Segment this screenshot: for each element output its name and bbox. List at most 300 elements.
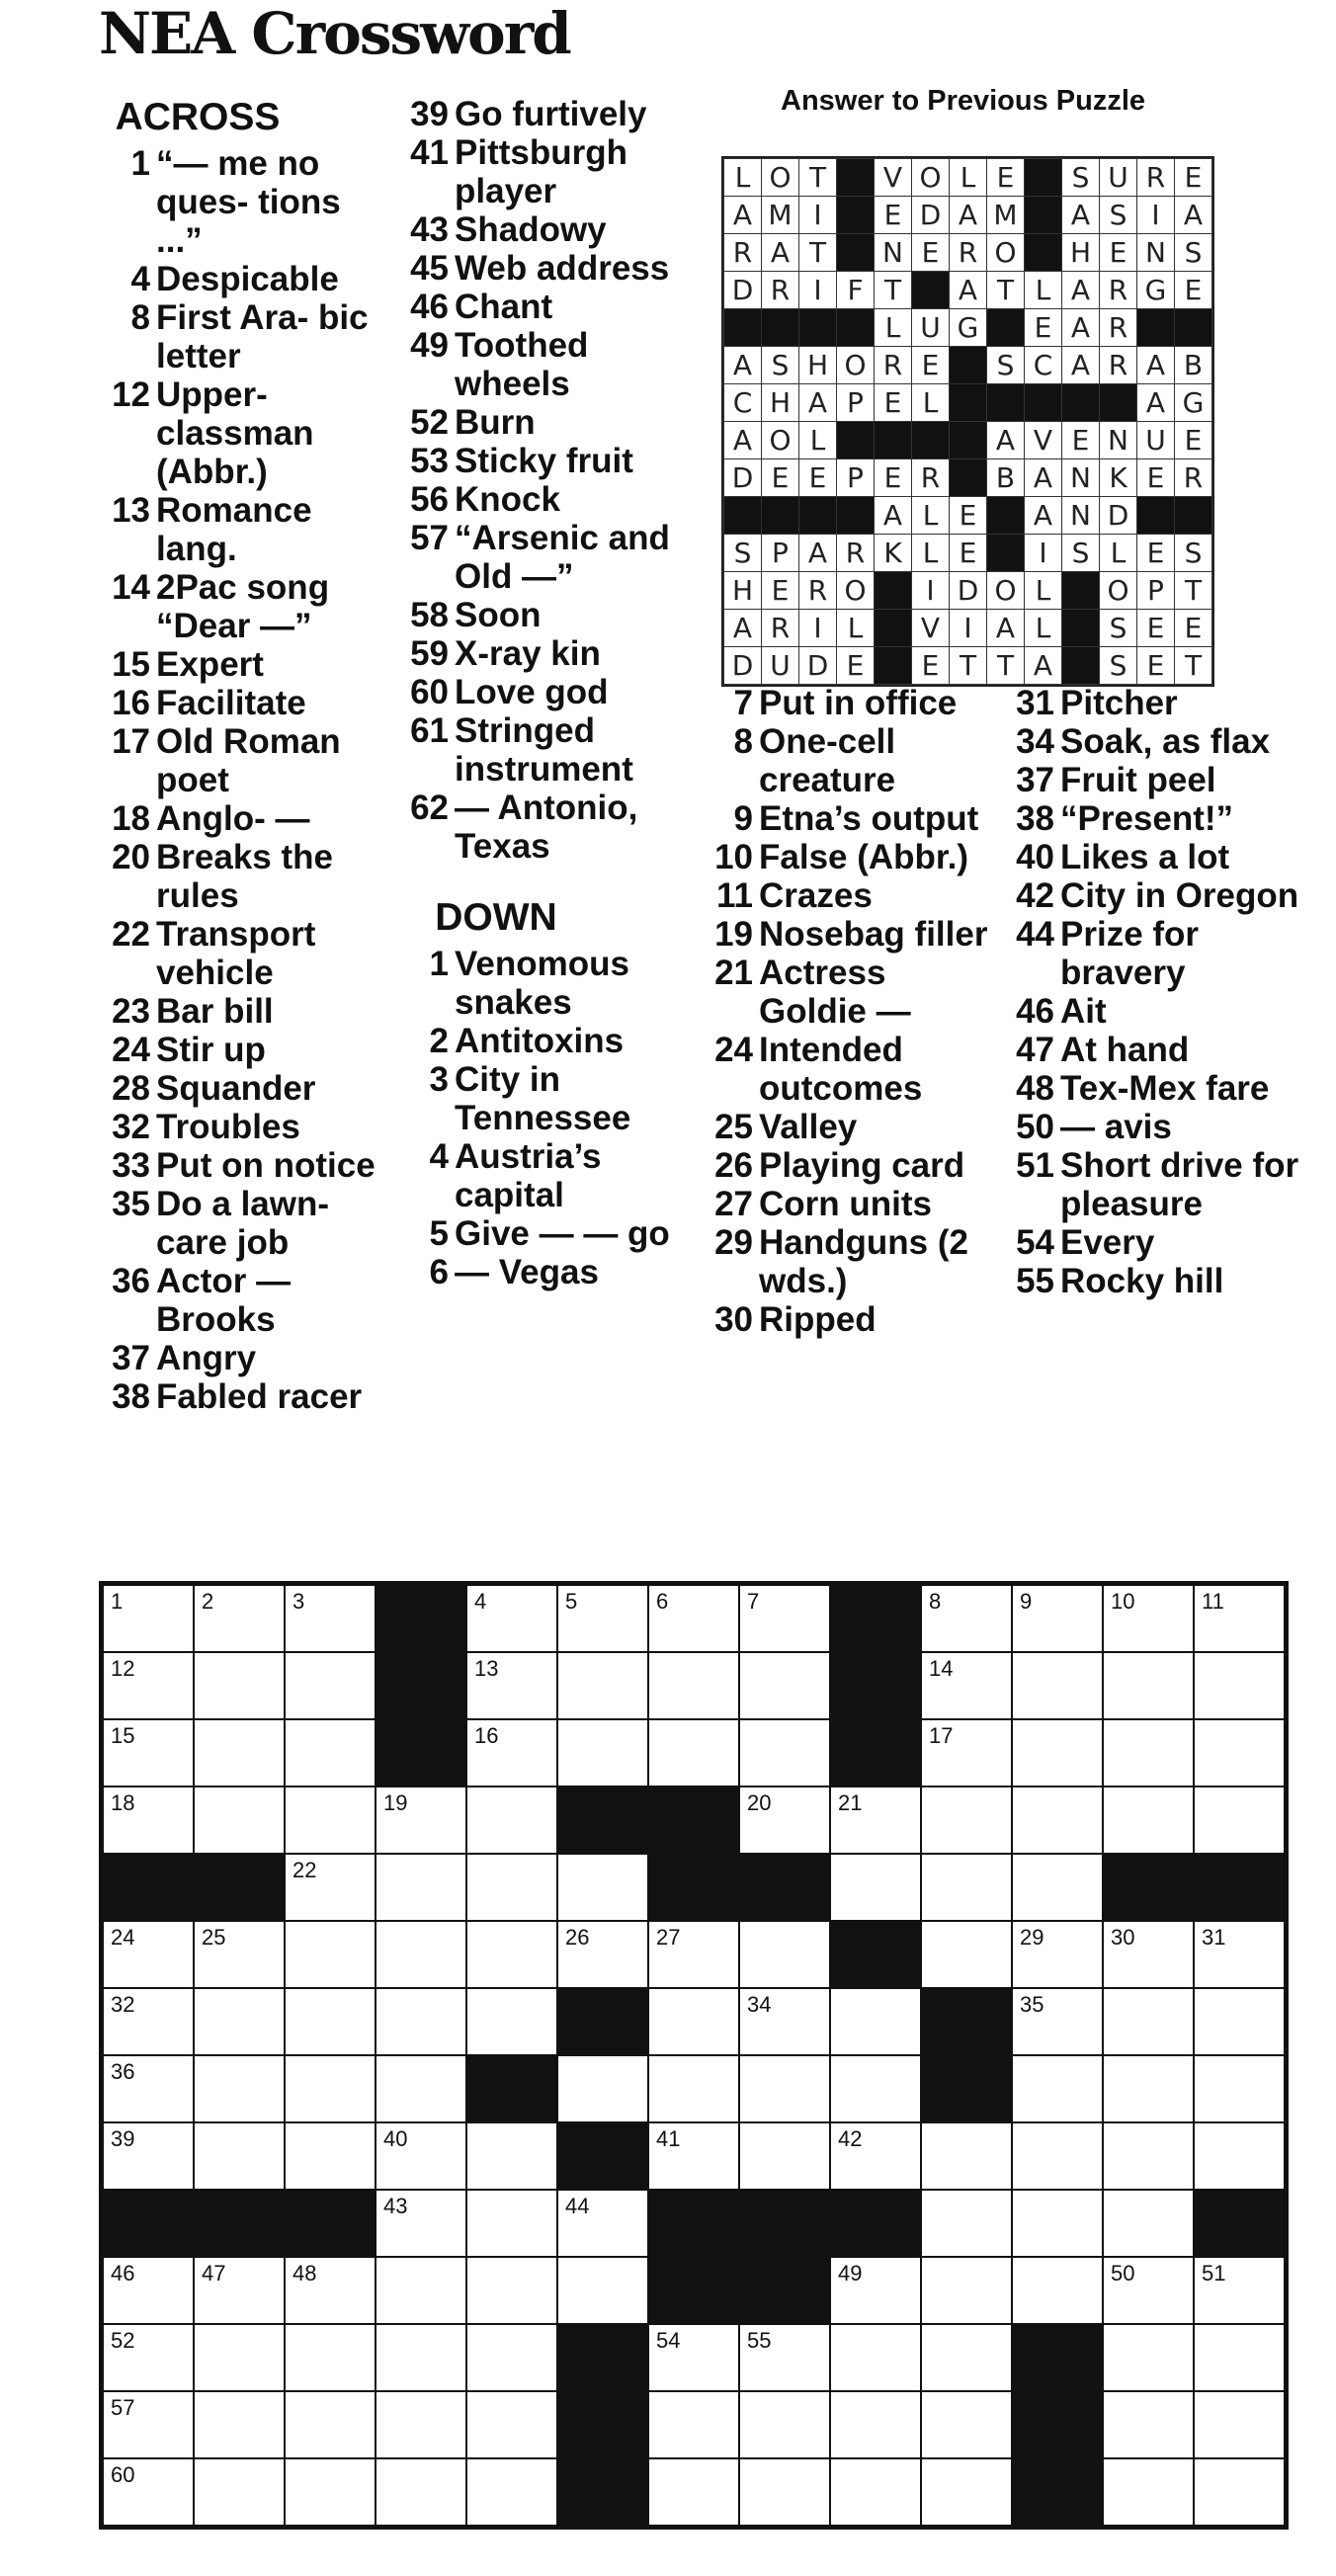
grid-cell[interactable]	[466, 2324, 557, 2391]
clue-text: Old Roman poet	[156, 722, 341, 799]
grid-cell[interactable]	[103, 1585, 194, 1652]
answer-cell: B	[1175, 347, 1212, 384]
grid-cell[interactable]	[648, 2122, 739, 2190]
cell-number: 29	[1020, 1925, 1044, 1950]
grid-cell[interactable]	[466, 1652, 557, 1719]
grid-cell[interactable]	[285, 2391, 376, 2458]
grid-cell[interactable]	[739, 2391, 830, 2458]
black-square	[1012, 2458, 1103, 2526]
answer-cell: R	[875, 347, 912, 384]
clue-text: Playing card	[759, 1146, 965, 1185]
black-square	[1025, 234, 1062, 272]
answer-cell: T	[987, 272, 1025, 309]
grid-cell[interactable]	[194, 2055, 285, 2122]
cell-number: 3	[292, 1589, 305, 1614]
grid-cell[interactable]	[1194, 2257, 1285, 2324]
grid-cell[interactable]	[1103, 1652, 1194, 1719]
answer-cell: R	[1137, 159, 1175, 197]
grid-cell[interactable]	[376, 1988, 466, 2055]
answer-cell: M	[762, 197, 799, 234]
grid-cell[interactable]	[103, 1719, 194, 1787]
clue-number: 46	[1016, 992, 1054, 1031]
clue-item	[702, 915, 998, 954]
grid-cell[interactable]	[103, 2122, 194, 2190]
grid-cell[interactable]	[648, 1719, 739, 1787]
grid-cell[interactable]	[103, 1988, 194, 2055]
grid-cell[interactable]	[466, 2391, 557, 2458]
grid-cell[interactable]	[1103, 2257, 1194, 2324]
clue-number: 40	[1016, 838, 1054, 876]
grid-cell[interactable]	[194, 2122, 285, 2190]
black-square	[648, 2190, 739, 2257]
grid-cell[interactable]	[739, 2458, 830, 2526]
grid-cell[interactable]	[1194, 1652, 1285, 1719]
clue-number: 32	[112, 1108, 150, 1146]
cell-number: 34	[747, 1992, 772, 2017]
clue-item	[702, 1031, 998, 1108]
clue-item	[99, 260, 395, 298]
grid-cell[interactable]	[466, 1719, 557, 1787]
grid-cell[interactable]	[194, 2324, 285, 2391]
clue-item	[1003, 1223, 1299, 1262]
grid-cell[interactable]	[1103, 1988, 1194, 2055]
grid-cell[interactable]	[466, 2122, 557, 2190]
clue-number: 28	[112, 1069, 150, 1108]
grid-cell[interactable]	[739, 1585, 830, 1652]
grid-cell[interactable]	[103, 2391, 194, 2458]
grid-cell[interactable]	[466, 2190, 557, 2257]
grid-cell[interactable]	[1194, 1921, 1285, 1988]
grid-cell[interactable]	[285, 1652, 376, 1719]
cell-number: 14	[929, 1656, 954, 1681]
grid-cell[interactable]	[830, 2122, 921, 2190]
answer-cell: D	[950, 572, 987, 610]
clue-text: Put on notice	[156, 1146, 376, 1185]
grid-cell[interactable]	[103, 1921, 194, 1988]
answer-cell: O	[987, 234, 1025, 272]
answer-cell: S	[724, 535, 762, 572]
grid-cell[interactable]	[739, 2122, 830, 2190]
answer-cell: E	[875, 459, 912, 497]
grid-cell[interactable]	[1012, 2257, 1103, 2324]
grid-cell[interactable]	[648, 1988, 739, 2055]
grid-cell[interactable]	[921, 2324, 1012, 2391]
grid-cell[interactable]	[1194, 2391, 1285, 2458]
answer-cell: E	[1137, 535, 1175, 572]
grid-cell[interactable]	[466, 1988, 557, 2055]
answer-cell: A	[1062, 197, 1100, 234]
grid-cell[interactable]	[830, 2324, 921, 2391]
answer-cell: E	[987, 159, 1025, 197]
grid-cell[interactable]	[376, 2122, 466, 2190]
grid-cell[interactable]	[739, 1921, 830, 1988]
black-square	[1137, 309, 1175, 347]
answer-cell: V	[912, 610, 950, 647]
clue-text: Expert	[156, 645, 264, 684]
answer-cell: O	[912, 159, 950, 197]
clue-item	[99, 568, 395, 645]
cell-number: 11	[1202, 1589, 1224, 1614]
cell-number: 21	[838, 1790, 863, 1815]
black-square	[912, 422, 950, 459]
clue-text: — avis	[1060, 1108, 1172, 1146]
grid-cell[interactable]	[285, 2458, 376, 2526]
clue-number: 56	[410, 480, 449, 519]
black-square	[921, 2055, 1012, 2122]
black-square	[1062, 384, 1100, 422]
answer-cell: E	[1062, 422, 1100, 459]
grid-cell[interactable]	[921, 2257, 1012, 2324]
clue-text: Knock	[455, 480, 560, 519]
answer-cell: R	[1100, 272, 1137, 309]
grid-cell[interactable]	[466, 1921, 557, 1988]
grid-cell[interactable]	[103, 2055, 194, 2122]
grid-cell[interactable]	[1012, 2055, 1103, 2122]
grid-cell[interactable]	[194, 1585, 285, 1652]
grid-cell[interactable]	[921, 2391, 1012, 2458]
cell-number: 9	[1020, 1589, 1033, 1614]
grid-cell[interactable]	[1103, 2122, 1194, 2190]
grid-cell[interactable]	[648, 1652, 739, 1719]
clue-number: 43	[410, 210, 449, 249]
grid-cell[interactable]	[285, 2122, 376, 2190]
answer-cell: N	[875, 234, 912, 272]
answer-cell: S	[1100, 197, 1137, 234]
grid-cell[interactable]	[648, 1585, 739, 1652]
grid-cell[interactable]	[1103, 2391, 1194, 2458]
black-square	[987, 309, 1025, 347]
black-square	[762, 497, 799, 535]
grid-cell[interactable]	[285, 1585, 376, 1652]
answer-cell: D	[724, 272, 762, 309]
grid-cell[interactable]	[1103, 2458, 1194, 2526]
black-square	[837, 497, 875, 535]
puzzle-title: NEA Crossword	[99, 0, 570, 67]
clue-number: 21	[714, 954, 753, 992]
clue-number: 49	[410, 326, 449, 365]
cell-number: 19	[383, 1790, 408, 1815]
black-square	[557, 1988, 648, 2055]
answer-cell: P	[762, 535, 799, 572]
clue-item	[397, 480, 694, 519]
clue-item	[702, 838, 998, 876]
answer-cell: A	[799, 535, 837, 572]
cell-number: 47	[202, 2261, 226, 2285]
grid-cell[interactable]	[103, 1787, 194, 1854]
answer-cell: O	[762, 159, 799, 197]
down-clue-list	[397, 945, 694, 1291]
grid-cell[interactable]	[557, 1719, 648, 1787]
black-square	[875, 610, 912, 647]
grid-cell[interactable]	[376, 1921, 466, 1988]
clue-item	[702, 1108, 998, 1146]
grid-cell[interactable]	[557, 2055, 648, 2122]
clue-item	[99, 1185, 395, 1262]
grid-cell[interactable]	[739, 2324, 830, 2391]
grid-cell[interactable]	[739, 2055, 830, 2122]
clue-text: Short drive for pleasure	[1060, 1146, 1299, 1223]
cell-number: 20	[747, 1790, 772, 1815]
black-square	[103, 1854, 194, 1921]
grid-cell[interactable]	[648, 2458, 739, 2526]
grid-cell[interactable]	[830, 2055, 921, 2122]
answer-cell: I	[912, 572, 950, 610]
grid-cell[interactable]	[1194, 2055, 1285, 2122]
grid-cell[interactable]	[1103, 1585, 1194, 1652]
clue-text: Corn units	[759, 1185, 932, 1223]
clue-text: Breaks the rules	[156, 838, 333, 915]
grid-cell[interactable]	[921, 2458, 1012, 2526]
grid-cell[interactable]	[103, 2257, 194, 2324]
grid-cell[interactable]	[557, 1585, 648, 1652]
grid-cell[interactable]	[1103, 1719, 1194, 1787]
black-square	[837, 309, 875, 347]
grid-cell[interactable]	[921, 2122, 1012, 2190]
clue-item	[397, 442, 694, 480]
down-clue-list	[702, 684, 998, 1339]
grid-cell[interactable]	[194, 1719, 285, 1787]
clue-number: 16	[112, 684, 150, 722]
grid-cell[interactable]	[1194, 2122, 1285, 2190]
answer-cell: D	[1100, 497, 1137, 535]
clue-item	[99, 799, 395, 838]
black-square	[724, 309, 762, 347]
grid-cell[interactable]	[285, 1988, 376, 2055]
grid-cell[interactable]	[285, 2324, 376, 2391]
answer-cell: A	[1137, 384, 1175, 422]
grid-cell[interactable]	[1103, 2190, 1194, 2257]
grid-cell[interactable]	[376, 2055, 466, 2122]
grid-cell[interactable]	[1012, 1787, 1103, 1854]
grid-cell[interactable]	[921, 1652, 1012, 1719]
answer-cell: T	[987, 647, 1025, 685]
answer-cell: I	[1137, 197, 1175, 234]
grid-cell[interactable]	[830, 1854, 921, 1921]
clue-number: 3	[429, 1060, 449, 1099]
cell-number: 43	[383, 2194, 408, 2218]
grid-cell[interactable]	[557, 1921, 648, 1988]
black-square	[376, 1585, 466, 1652]
grid-cell[interactable]	[739, 1719, 830, 1787]
clue-item	[702, 1185, 998, 1223]
grid-cell[interactable]	[285, 1719, 376, 1787]
clue-item	[702, 1146, 998, 1185]
cell-number: 12	[111, 1656, 135, 1681]
grid-cell[interactable]	[1103, 2324, 1194, 2391]
black-square	[194, 1854, 285, 1921]
grid-cell[interactable]	[194, 1652, 285, 1719]
clue-text: Nosebag filler	[759, 915, 988, 954]
grid-cell[interactable]	[739, 1787, 830, 1854]
grid-cell[interactable]	[921, 1854, 1012, 1921]
clue-text: “— me no ques- tions ...”	[156, 144, 341, 260]
clue-item	[397, 945, 694, 1022]
black-square	[739, 2257, 830, 2324]
grid-cell[interactable]	[1194, 1719, 1285, 1787]
grid-cell[interactable]	[1012, 1652, 1103, 1719]
grid-cell[interactable]	[285, 2257, 376, 2324]
clue-text: Rocky hill	[1060, 1262, 1224, 1300]
grid-cell[interactable]	[648, 2324, 739, 2391]
clue-number: 1	[429, 945, 449, 983]
grid-cell[interactable]	[1194, 1988, 1285, 2055]
answer-cell: S	[1100, 647, 1137, 685]
black-square	[1194, 2190, 1285, 2257]
black-square	[830, 1719, 921, 1787]
grid-cell[interactable]	[1012, 2122, 1103, 2190]
grid-cell[interactable]	[376, 1787, 466, 1854]
clue-number: 19	[714, 915, 753, 954]
answer-cell: L	[1025, 572, 1062, 610]
grid-cell[interactable]	[194, 1921, 285, 1988]
grid-cell[interactable]	[557, 2257, 648, 2324]
grid-cell[interactable]	[194, 1787, 285, 1854]
grid-cell[interactable]	[466, 2257, 557, 2324]
clue-text: Soak, as flax	[1060, 722, 1271, 761]
black-square	[837, 159, 875, 197]
clue-text: Love god	[455, 673, 609, 711]
grid-cell[interactable]	[648, 1921, 739, 1988]
clue-number: 38	[112, 1377, 150, 1416]
grid-cell[interactable]	[103, 1652, 194, 1719]
grid-cell[interactable]	[921, 1585, 1012, 1652]
grid-cell[interactable]	[1012, 1854, 1103, 1921]
grid-cell[interactable]	[376, 2324, 466, 2391]
answer-cell: L	[912, 497, 950, 535]
grid-cell[interactable]	[103, 2458, 194, 2526]
grid-cell[interactable]	[285, 1854, 376, 1921]
clue-text: Toothed wheels	[455, 326, 589, 403]
clue-text: Troubles	[156, 1108, 300, 1146]
grid-cell[interactable]	[194, 2391, 285, 2458]
cell-number: 15	[111, 1723, 135, 1748]
grid-cell[interactable]	[285, 2055, 376, 2122]
grid-cell[interactable]	[1012, 1921, 1103, 1988]
clue-item	[1003, 684, 1299, 722]
across-heading: ACROSS	[115, 96, 281, 138]
clue-item	[702, 876, 998, 915]
grid-cell[interactable]	[376, 2190, 466, 2257]
clue-text: Ripped	[759, 1300, 877, 1339]
grid-cell[interactable]	[830, 2257, 921, 2324]
grid-cell[interactable]	[466, 1585, 557, 1652]
clue-item	[397, 596, 694, 634]
answer-cell: A	[1175, 197, 1212, 234]
grid-cell[interactable]	[1103, 2055, 1194, 2122]
grid-cell[interactable]	[1103, 1787, 1194, 1854]
clue-number: 1	[130, 144, 150, 183]
grid-cell[interactable]	[921, 1921, 1012, 1988]
grid-cell[interactable]	[1012, 1988, 1103, 2055]
grid-cell[interactable]	[648, 2391, 739, 2458]
cell-number: 40	[383, 2126, 408, 2151]
grid-cell[interactable]	[557, 1652, 648, 1719]
clue-number: 47	[1016, 1031, 1054, 1069]
cell-number: 57	[111, 2395, 135, 2420]
grid-cell[interactable]	[921, 2190, 1012, 2257]
clue-text: Fabled racer	[156, 1377, 363, 1416]
clue-number: 53	[410, 442, 449, 480]
grid-cell[interactable]	[1194, 1585, 1285, 1652]
grid-cell[interactable]	[557, 1854, 648, 1921]
grid-cell[interactable]	[1012, 1585, 1103, 1652]
grid-cell[interactable]	[194, 2257, 285, 2324]
grid-cell[interactable]	[1012, 2190, 1103, 2257]
grid-cell[interactable]	[194, 2458, 285, 2526]
grid-cell[interactable]	[376, 2458, 466, 2526]
cell-number: 13	[474, 1656, 499, 1681]
grid-cell[interactable]	[1194, 2458, 1285, 2526]
grid-cell[interactable]	[1103, 1921, 1194, 1988]
grid-cell[interactable]	[739, 1988, 830, 2055]
cell-number: 5	[565, 1589, 578, 1614]
black-square	[557, 1787, 648, 1854]
clue-item	[397, 634, 694, 673]
grid-cell[interactable]	[466, 2458, 557, 2526]
answer-cell: R	[799, 572, 837, 610]
cell-number: 39	[111, 2126, 135, 2151]
clue-item	[1003, 1262, 1299, 1300]
grid-cell[interactable]	[921, 1719, 1012, 1787]
clue-text: Stringed instrument	[455, 711, 633, 789]
grid-cell[interactable]	[1012, 1719, 1103, 1787]
grid-cell[interactable]	[830, 2458, 921, 2526]
clue-item	[99, 1031, 395, 1069]
clue-text: At hand	[1060, 1031, 1190, 1069]
clue-item	[702, 1223, 998, 1300]
answer-cell: O	[1100, 572, 1137, 610]
grid-cell[interactable]	[1194, 1787, 1285, 1854]
cell-number: 50	[1111, 2261, 1135, 2285]
clue-text: First Ara- bic letter	[156, 298, 369, 375]
grid-cell[interactable]	[648, 2055, 739, 2122]
clue-text: Valley	[759, 1108, 858, 1146]
grid-cell[interactable]	[285, 1787, 376, 1854]
grid-cell[interactable]	[466, 1787, 557, 1854]
grid-cell[interactable]	[376, 1854, 466, 1921]
grid-cell[interactable]	[830, 1787, 921, 1854]
grid-cell[interactable]	[285, 1921, 376, 1988]
grid-cell[interactable]	[739, 1652, 830, 1719]
clue-item	[99, 1146, 395, 1185]
clue-number: 4	[429, 1137, 449, 1176]
grid-cell[interactable]	[557, 2190, 648, 2257]
clue-number: 37	[112, 1339, 150, 1377]
black-square	[830, 1921, 921, 1988]
clue-text: “Arsenic and Old —”	[455, 519, 670, 596]
clue-item	[99, 722, 395, 799]
grid-cell[interactable]	[103, 2324, 194, 2391]
grid-cell[interactable]	[921, 1787, 1012, 1854]
clue-item	[1003, 799, 1299, 838]
black-square	[1025, 159, 1062, 197]
grid-cell[interactable]	[194, 1988, 285, 2055]
grid-cell[interactable]	[376, 2391, 466, 2458]
answer-cell: L	[1025, 272, 1062, 309]
grid-cell[interactable]	[1194, 2324, 1285, 2391]
black-square	[875, 422, 912, 459]
grid-cell[interactable]	[830, 2391, 921, 2458]
black-square	[739, 2190, 830, 2257]
answer-cell: T	[799, 234, 837, 272]
grid-cell[interactable]	[376, 2257, 466, 2324]
answer-cell: E	[1100, 234, 1137, 272]
grid-cell[interactable]	[830, 1988, 921, 2055]
grid-cell[interactable]	[466, 1854, 557, 1921]
answer-cell: R	[762, 272, 799, 309]
clue-text: — Vegas	[455, 1253, 599, 1291]
clue-text: Facilitate	[156, 684, 306, 722]
